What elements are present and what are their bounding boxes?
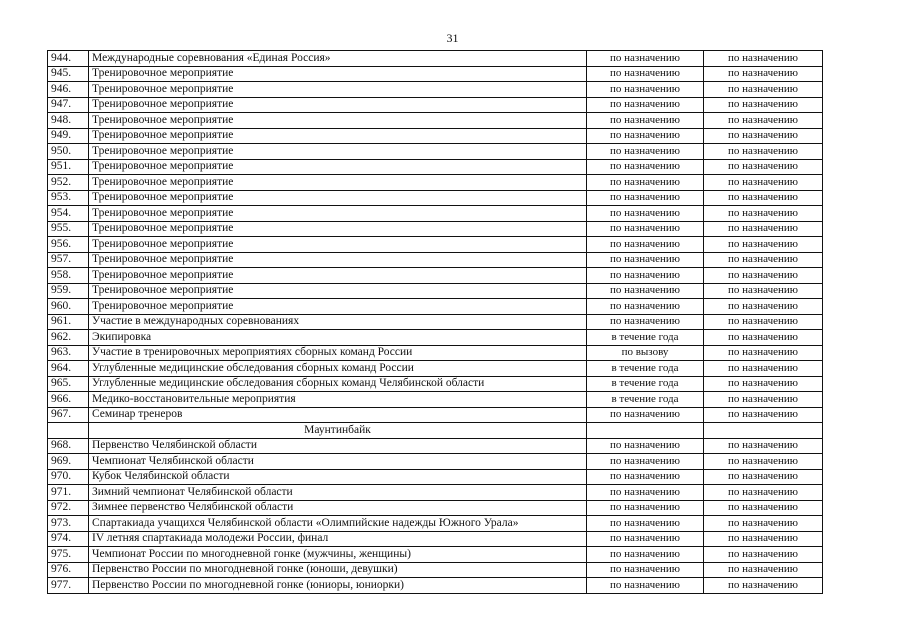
assignment-cell: по назначению [704,97,823,113]
assignment-cell: по назначению [704,128,823,144]
assignment-cell: по назначению [704,190,823,206]
table-row [48,562,823,578]
table-row [48,51,823,67]
event-name: Спартакиада учащихся Челябинской области «Олимпийские надежды Южного Урала» [89,516,587,532]
assignment-cell: по назначению [704,283,823,299]
row-number: 958. [48,268,89,284]
table-row [48,190,823,206]
row-number: 963. [48,345,89,361]
assignment-cell: по назначению [704,454,823,470]
event-name: Участие в международных соревнованиях [89,314,587,330]
section-b-cell [704,423,823,439]
table-row [48,97,823,113]
event-name: Тренировочное мероприятие [89,97,587,113]
event-name: Семинар тренеров [89,407,587,423]
schedule-cell: по назначению [587,516,704,532]
event-name: Тренировочное мероприятие [89,283,587,299]
row-number: 973. [48,516,89,532]
table-row [48,221,823,237]
table-body-after [48,438,823,593]
table-row [48,252,823,268]
assignment-cell: по назначению [704,485,823,501]
table-row [48,299,823,315]
table-row [48,66,823,82]
row-number: 944. [48,51,89,67]
schedule-cell: по назначению [587,314,704,330]
schedule-cell: по назначению [587,113,704,129]
schedule-cell: по назначению [587,299,704,315]
assignment-cell: по назначению [704,51,823,67]
event-name: Зимнее первенство Челябинской области [89,500,587,516]
row-number: 945. [48,66,89,82]
schedule-cell: по вызову [587,345,704,361]
assignment-cell: по назначению [704,407,823,423]
schedule-cell: по назначению [587,221,704,237]
event-name: Тренировочное мероприятие [89,268,587,284]
schedule-cell: по назначению [587,268,704,284]
events-table [47,50,823,594]
assignment-cell: по назначению [704,500,823,516]
schedule-cell: по назначению [587,469,704,485]
schedule-cell: по назначению [587,128,704,144]
event-name: Чемпионат России по многодневной гонке (мужчины, женщины) [89,547,587,563]
table-row [48,283,823,299]
table-row [48,469,823,485]
table-row [48,268,823,284]
schedule-cell: по назначению [587,252,704,268]
schedule-cell: по назначению [587,190,704,206]
schedule-cell: по назначению [587,454,704,470]
assignment-cell: по назначению [704,516,823,532]
row-number: 972. [48,500,89,516]
table-row [48,128,823,144]
assignment-cell: по назначению [704,330,823,346]
row-number: 948. [48,113,89,129]
schedule-cell: по назначению [587,438,704,454]
event-name: Зимний чемпионат Челябинской области [89,485,587,501]
table-row [48,206,823,222]
row-number: 966. [48,392,89,408]
event-name: Углубленные медицинские обследования сборных команд Челябинской области [89,376,587,392]
event-name: Кубок Челябинской области [89,469,587,485]
row-number: 956. [48,237,89,253]
assignment-cell: по назначению [704,299,823,315]
table-row [48,547,823,563]
assignment-cell: по назначению [704,144,823,160]
row-number: 976. [48,562,89,578]
assignment-cell: по назначению [704,392,823,408]
row-number: 968. [48,438,89,454]
table-row [48,345,823,361]
table-row [48,144,823,160]
row-number: 960. [48,299,89,315]
assignment-cell: по назначению [704,206,823,222]
assignment-cell: по назначению [704,237,823,253]
assignment-cell: по назначению [704,82,823,98]
row-number: 959. [48,283,89,299]
schedule-cell: по назначению [587,237,704,253]
event-name: Медико-восстановительные мероприятия [89,392,587,408]
row-number: 971. [48,485,89,501]
schedule-cell: по назначению [587,562,704,578]
row-number: 975. [48,547,89,563]
row-number: 957. [48,252,89,268]
schedule-cell: по назначению [587,283,704,299]
row-number: 970. [48,469,89,485]
schedule-cell: по назначению [587,547,704,563]
event-name: Тренировочное мероприятие [89,237,587,253]
schedule-cell: по назначению [587,206,704,222]
schedule-cell: в течение года [587,376,704,392]
row-number: 961. [48,314,89,330]
table-row [48,578,823,594]
event-name: Тренировочное мероприятие [89,190,587,206]
event-name: Тренировочное мероприятие [89,252,587,268]
schedule-cell: по назначению [587,51,704,67]
table-row [48,500,823,516]
event-name: Международные соревнования «Единая Россия» [89,51,587,67]
section-title: Маунтинбайк [89,423,587,439]
table-body-before [48,51,823,423]
section-num-cell [48,423,89,439]
schedule-cell: по назначению [587,144,704,160]
table-row [48,485,823,501]
row-number: 952. [48,175,89,191]
table-row [48,361,823,377]
event-name: Тренировочное мероприятие [89,299,587,315]
event-name: Первенство Челябинской области [89,438,587,454]
section-row [48,423,823,439]
table-row [48,392,823,408]
schedule-cell: по назначению [587,159,704,175]
schedule-cell: по назначению [587,485,704,501]
row-number: 954. [48,206,89,222]
table-row [48,438,823,454]
schedule-cell: по назначению [587,82,704,98]
assignment-cell: по назначению [704,547,823,563]
assignment-cell: по назначению [704,345,823,361]
row-number: 964. [48,361,89,377]
table-row [48,159,823,175]
section-a-cell [587,423,704,439]
row-number: 949. [48,128,89,144]
row-number: 962. [48,330,89,346]
table-row [48,113,823,129]
event-name: Тренировочное мероприятие [89,113,587,129]
section-header [48,423,823,439]
schedule-cell: в течение года [587,361,704,377]
schedule-cell: по назначению [587,407,704,423]
event-name: Первенство России по многодневной гонке (юноши, девушки) [89,562,587,578]
row-number: 965. [48,376,89,392]
assignment-cell: по назначению [704,531,823,547]
assignment-cell: по назначению [704,314,823,330]
table-row [48,531,823,547]
assignment-cell: по назначению [704,159,823,175]
event-name: Тренировочное мероприятие [89,159,587,175]
table-row [48,376,823,392]
event-name: IV летняя спартакиада молодежи России, финал [89,531,587,547]
assignment-cell: по назначению [704,66,823,82]
row-number: 947. [48,97,89,113]
row-number: 967. [48,407,89,423]
row-number: 953. [48,190,89,206]
event-name: Тренировочное мероприятие [89,221,587,237]
row-number: 951. [48,159,89,175]
assignment-cell: по назначению [704,578,823,594]
schedule-cell: по назначению [587,500,704,516]
event-name: Тренировочное мероприятие [89,128,587,144]
row-number: 977. [48,578,89,594]
row-number: 946. [48,82,89,98]
table-row [48,237,823,253]
event-name: Участие в тренировочных мероприятиях сборных команд России [89,345,587,361]
schedule-cell: по назначению [587,578,704,594]
page-number: 31 [446,31,459,45]
table-row [48,82,823,98]
schedule-cell: по назначению [587,175,704,191]
assignment-cell: по назначению [704,562,823,578]
schedule-cell: по назначению [587,531,704,547]
table-row [48,175,823,191]
row-number: 974. [48,531,89,547]
schedule-cell: в течение года [587,392,704,408]
row-number: 955. [48,221,89,237]
event-name: Первенство России по многодневной гонке (юниоры, юниорки) [89,578,587,594]
assignment-cell: по назначению [704,113,823,129]
table-row [48,516,823,532]
assignment-cell: по назначению [704,268,823,284]
schedule-cell: по назначению [587,97,704,113]
table-row [48,407,823,423]
schedule-cell: по назначению [587,66,704,82]
table-row [48,314,823,330]
assignment-cell: по назначению [704,221,823,237]
assignment-cell: по назначению [704,469,823,485]
assignment-cell: по назначению [704,252,823,268]
table-row [48,454,823,470]
assignment-cell: по назначению [704,175,823,191]
schedule-cell: в течение года [587,330,704,346]
assignment-cell: по назначению [704,376,823,392]
event-name: Тренировочное мероприятие [89,206,587,222]
event-name: Тренировочное мероприятие [89,82,587,98]
event-name: Углубленные медицинские обследования сборных команд России [89,361,587,377]
row-number: 969. [48,454,89,470]
event-name: Тренировочное мероприятие [89,66,587,82]
event-name: Тренировочное мероприятие [89,175,587,191]
row-number: 950. [48,144,89,160]
table-row [48,330,823,346]
assignment-cell: по назначению [704,438,823,454]
event-name: Экипировка [89,330,587,346]
event-name: Тренировочное мероприятие [89,144,587,160]
assignment-cell: по назначению [704,361,823,377]
event-name: Чемпионат Челябинской области [89,454,587,470]
